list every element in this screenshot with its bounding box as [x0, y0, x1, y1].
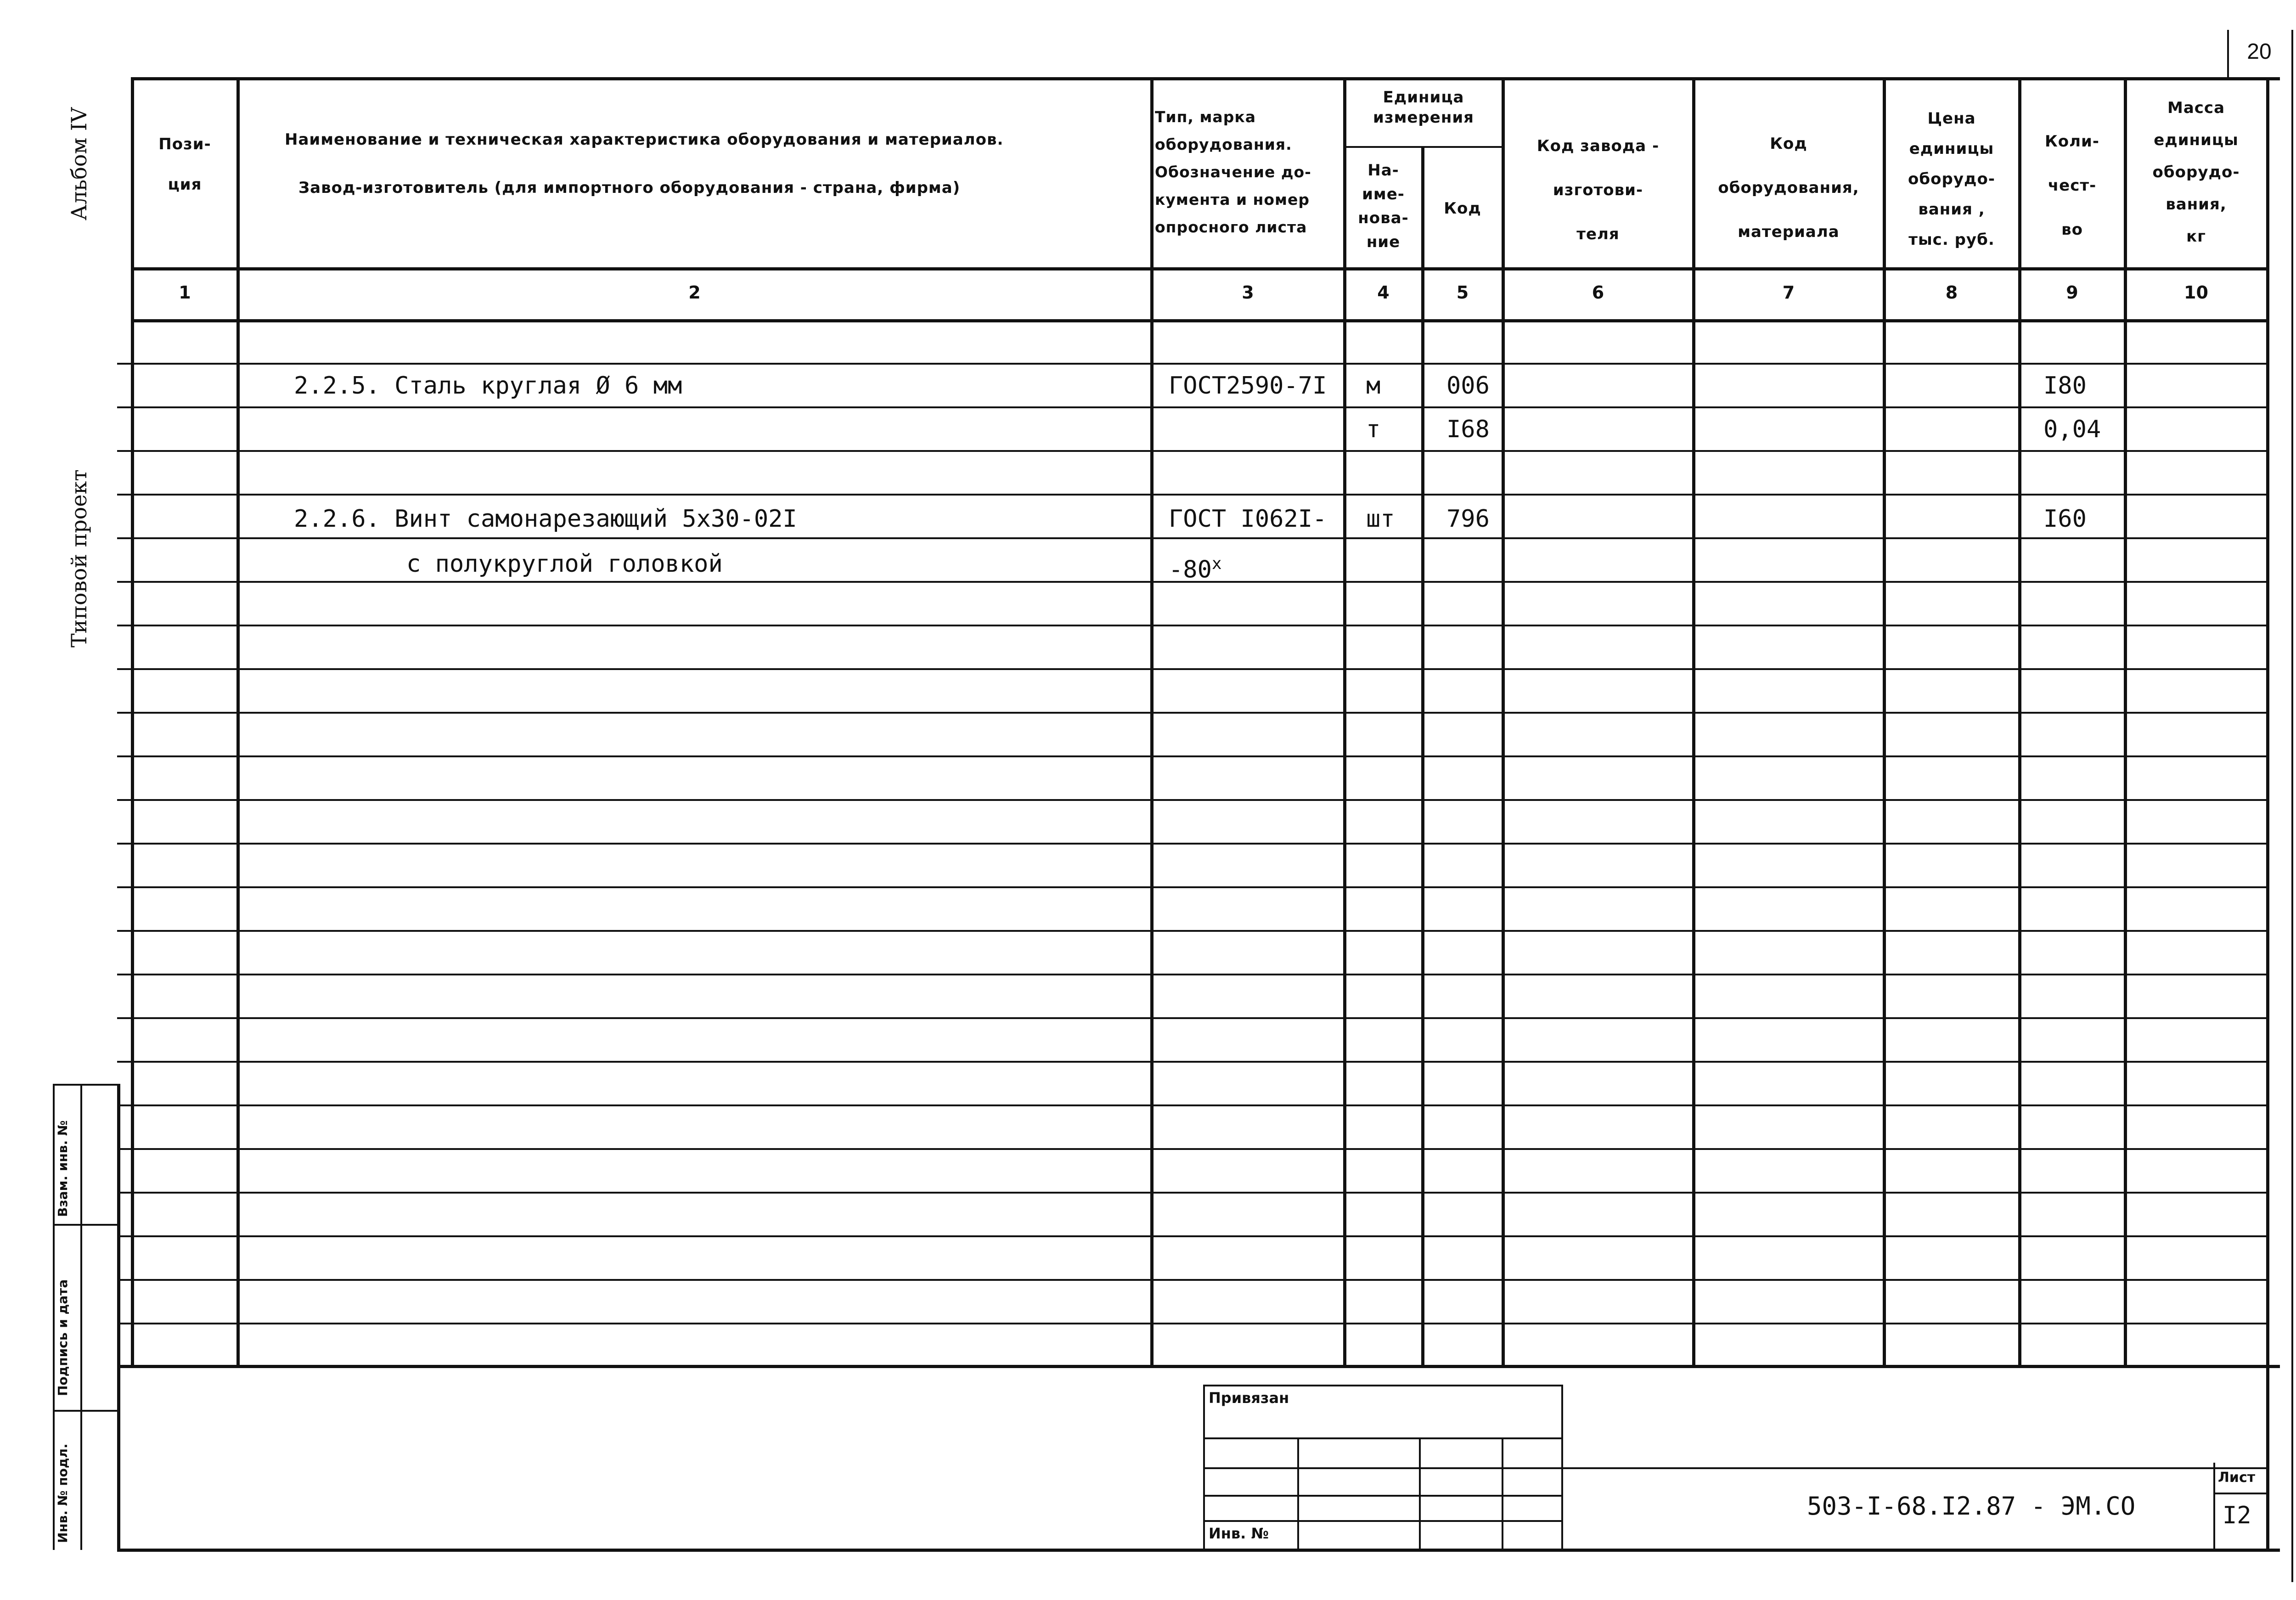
header-unit-group: Единица измерения — [1373, 88, 1474, 127]
inv-label: Инв. № — [1209, 1525, 1269, 1542]
row1-code: 006 — [1446, 372, 1490, 400]
album-label: Альбом IV — [67, 107, 91, 220]
tb-line-3 — [1203, 1495, 1561, 1497]
row2-qty: 0,04 — [2043, 416, 2101, 443]
header-unit-name: На- име- нова- ние — [1358, 161, 1409, 251]
table-row-line — [117, 755, 2266, 757]
document-code: 503-I-68.I2.87 - ЭМ.СО — [1807, 1492, 2136, 1521]
row1-qty: I80 — [2043, 372, 2087, 400]
colnum-bottom — [131, 319, 2266, 322]
table-row-line — [117, 843, 2266, 845]
header-name-line1: Наименование и техническая характеристика оборудования и материалов. — [285, 130, 1004, 149]
table-row-line — [117, 625, 2266, 626]
row1-name: 2.2.5. Сталь круглая Ø 6 мм — [294, 372, 682, 400]
table-row-line — [117, 1104, 2266, 1106]
row1-doc: ГОСТ2590-7I — [1169, 372, 1327, 400]
header-unit-code: Код — [1444, 199, 1481, 218]
header-position: Пози- ция — [158, 135, 211, 194]
row3-code: 796 — [1446, 505, 1490, 533]
colnum-1: 1 — [179, 282, 191, 303]
table-row-line — [117, 1279, 2266, 1281]
table-row-line — [117, 1061, 2266, 1063]
row3-unit: шт — [1366, 505, 1395, 533]
frame-top — [131, 77, 2280, 80]
colnum-10: 10 — [2184, 282, 2208, 303]
stamp-inv-orig: Инв. № подл. — [55, 1443, 70, 1543]
colnum-5: 5 — [1456, 282, 1469, 303]
tb-v2 — [1419, 1437, 1421, 1550]
table-row-line — [117, 450, 2266, 452]
stamp-sign-date: Подпись и дата — [55, 1279, 70, 1396]
table-row-line — [117, 886, 2266, 888]
table-row-line — [117, 1323, 2266, 1324]
row3-name: 2.2.6. Винт самонарезающий 5х30-02I — [294, 505, 797, 533]
row1-unit: м — [1366, 372, 1381, 400]
tb-left — [1203, 1385, 1205, 1550]
row3-doc: ГОСТ I062I- — [1169, 505, 1327, 533]
frame-left-lower — [117, 1084, 120, 1550]
table-row-line — [117, 799, 2266, 801]
stamp-line-2 — [53, 1224, 119, 1226]
stamp-replace-inv: Взам. инв. № — [55, 1120, 70, 1217]
row4-doc: -80$^x$ — [1169, 554, 1222, 584]
table-row-line — [117, 1192, 2266, 1194]
tb-v1 — [1297, 1437, 1299, 1550]
frame-bottom — [117, 1365, 2280, 1368]
table-row-line — [117, 1235, 2266, 1237]
stamp-mid-line — [80, 1084, 82, 1550]
table-row-line — [117, 1148, 2266, 1150]
header-maker-code: Код завода - изготови- теля — [1536, 137, 1660, 243]
tb-code-line — [1561, 1467, 2266, 1469]
bound-label: Привязан — [1209, 1389, 1289, 1407]
header-name-line2: Завод-изготовитель (для импортного оборудования - страна, фирма) — [298, 179, 961, 197]
colnum-9: 9 — [2066, 282, 2078, 303]
unit-group-line — [1343, 146, 1502, 148]
stamp-line-3 — [53, 1410, 119, 1412]
table-row-line — [117, 930, 2266, 932]
page-right-edge — [2291, 30, 2293, 1582]
tb-sheet-line — [2213, 1493, 2266, 1494]
tb-line-4 — [1203, 1520, 1561, 1522]
row2-code: I68 — [1446, 416, 1490, 443]
table-row-line — [117, 494, 2266, 496]
page-box-left — [2227, 30, 2229, 79]
header-bottom — [131, 267, 2266, 270]
colnum-8: 8 — [1945, 282, 1958, 303]
sheet-label: Лист — [2218, 1470, 2256, 1486]
table-row-line — [117, 974, 2266, 975]
header-doc: Тип, марка оборудования. Обозначение до- кумента и номер опросного листа — [1155, 108, 1311, 236]
row3-qty: I60 — [2043, 505, 2087, 533]
colnum-7: 7 — [1782, 282, 1795, 303]
table-row-line — [117, 537, 2266, 539]
stamp-line-1 — [53, 1084, 119, 1086]
tb-v3 — [1502, 1437, 1503, 1550]
frame-right — [2266, 77, 2269, 1550]
colnum-4: 4 — [1377, 282, 1390, 303]
frame-bottom-outer — [117, 1549, 2280, 1552]
stamp-left-line — [53, 1084, 55, 1550]
table-row-line — [117, 406, 2266, 408]
row4-name: с полукруглой головкой — [406, 550, 723, 578]
colnum-2: 2 — [688, 282, 701, 303]
project-label: Типовой проект — [67, 469, 91, 648]
page-number: 20 — [2247, 39, 2272, 64]
table-row-line — [117, 363, 2266, 365]
tb-top — [1203, 1385, 1561, 1386]
table-row-line — [117, 712, 2266, 714]
sheet-number: I2 — [2223, 1502, 2251, 1529]
table-row-line — [117, 1017, 2266, 1019]
colnum-6: 6 — [1592, 282, 1604, 303]
row2-unit: т — [1366, 416, 1381, 443]
header-price: Цена единицы оборудо- вания , тыс. руб. — [1908, 109, 1995, 249]
tb-line-1 — [1203, 1437, 1561, 1439]
header-mass: Масса единицы оборудо- вания, кг — [2152, 99, 2240, 246]
colnum-3: 3 — [1242, 282, 1254, 303]
header-quantity: Коли- чест- во — [2045, 132, 2099, 239]
tb-sheet-left — [2213, 1463, 2215, 1550]
table-row-line — [117, 668, 2266, 670]
tb-line-2 — [1203, 1467, 1561, 1469]
frame-left — [131, 77, 134, 1368]
header-equip-code: Код оборудования, материала — [1718, 135, 1859, 241]
